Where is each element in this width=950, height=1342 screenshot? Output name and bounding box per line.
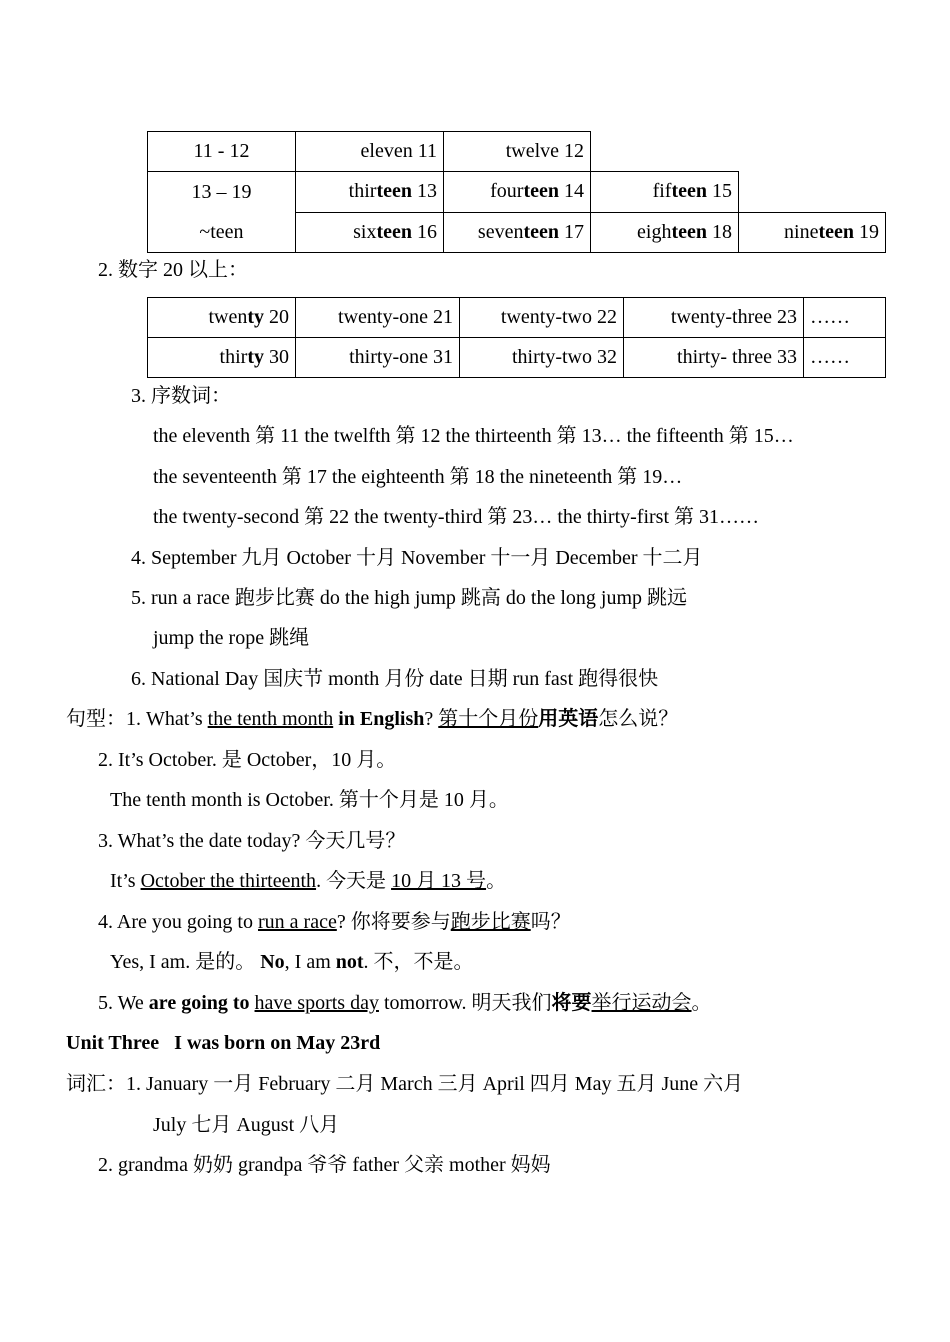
table-cell: fourteen 14 [444, 172, 591, 213]
table-cell: twenty-one 21 [296, 298, 460, 338]
table-cell-range [148, 172, 296, 253]
sentence-2: 2. It’s October. 是 October，10 月。 [98, 749, 397, 771]
table-cell: twenty-three 23 [624, 298, 804, 338]
sentence-1: 句型：1. What’s the tenth month in English? 第十个月份用英语怎么说？ [66, 708, 679, 730]
table-cell: 11 - 12 [148, 132, 296, 172]
empty-cell [739, 132, 886, 172]
ordinals-line: the seventeenth 第 17 the eighteenth 第 18 the nineteenth 第 19… [153, 466, 683, 488]
range-label: 13 – 19 [191, 181, 252, 203]
sentence-3: 3. What’s the date today? 今天几号？ [98, 830, 406, 852]
section-heading-above-20: 2. 数字 20 以上： [98, 259, 248, 281]
table-row [148, 298, 886, 338]
suffix-label: ~teen [199, 221, 244, 243]
vocab-sports: 5. run a race 跑步比赛 do the high jump 跳高 do the long jump 跳远 [131, 587, 688, 609]
unit-vocab-1-cont: July 七月 August 八月 [153, 1114, 340, 1136]
unit-vocab-2: 2. grandma 奶奶 grandpa 爷爷 father 父亲 mother 妈妈 [98, 1154, 551, 1176]
table-cell: fifteen 15 [591, 172, 739, 213]
ordinals-line: the twenty-second 第 22 the twenty-third 第 23… the thirty-first 第 31…… [153, 506, 760, 528]
unit-vocab-1: 词汇：1. January 一月 February 二月 March 三月 April 四月 May 五月 June 六月 [66, 1073, 744, 1095]
empty-cell [591, 132, 739, 172]
numbers-table-tens [147, 297, 886, 378]
table-cell: sixteen 16 [296, 212, 444, 253]
table-cell: twelve 12 [444, 132, 591, 172]
sentence-label: 句型： [66, 708, 126, 730]
vocab-months: 4. September 九月 October 十月 November 十一月 December 十二月 [131, 547, 703, 569]
table-cell: thirty-one 31 [296, 338, 460, 378]
vocab-misc: 6. National Day 国庆节 month 月份 date 日期 run fast 跑得很快 [131, 668, 659, 690]
unit-title: Unit Three I was born on May 23rd [66, 1032, 381, 1054]
sentence-2-answer: The tenth month is October. 第十个月是 10 月。 [110, 789, 509, 811]
sentence-4-answer: Yes, I am. 是的。 No, I am not. 不，不是。 [110, 951, 474, 973]
ordinals-heading: 3. 序数词： [131, 385, 231, 407]
vocab-sports-cont: jump the rope 跳绳 [153, 627, 310, 649]
table-cell: thirty-two 32 [460, 338, 624, 378]
table-row [148, 338, 886, 378]
table-cell: seventeen 17 [444, 212, 591, 253]
table-cell: thirty- three 33 [624, 338, 804, 378]
table-cell: thirteen 13 [296, 172, 444, 213]
table-cell: …… [804, 338, 886, 378]
table-cell: …… [804, 298, 886, 338]
vocab-label: 词汇： [66, 1073, 126, 1095]
table-cell: thirty 30 [148, 338, 296, 378]
empty-cell [739, 172, 886, 213]
table-cell: eighteen 18 [591, 212, 739, 253]
table-cell: twenty-two 22 [460, 298, 624, 338]
numbers-table-teens [147, 131, 886, 253]
table-row [148, 132, 886, 172]
table-row [148, 172, 886, 213]
ordinals-line: the eleventh 第 11 the twelfth 第 12 the thirteenth 第 13… the fifteenth 第 15… [153, 425, 794, 447]
table-cell: eleven 11 [296, 132, 444, 172]
sentence-4: 4. Are you going to run a race? 你将要参与跑步比赛吗？ [98, 911, 571, 933]
sentence-3-answer: It’s October the thirteenth. 今天是 10 月 13 号。 [110, 870, 507, 892]
table-cell: twenty 20 [148, 298, 296, 338]
table-cell: nineteen 19 [739, 212, 886, 253]
sentence-5: 5. We are going to have sports day tomorrow. 明天我们将要举行运动会。 [98, 992, 712, 1014]
